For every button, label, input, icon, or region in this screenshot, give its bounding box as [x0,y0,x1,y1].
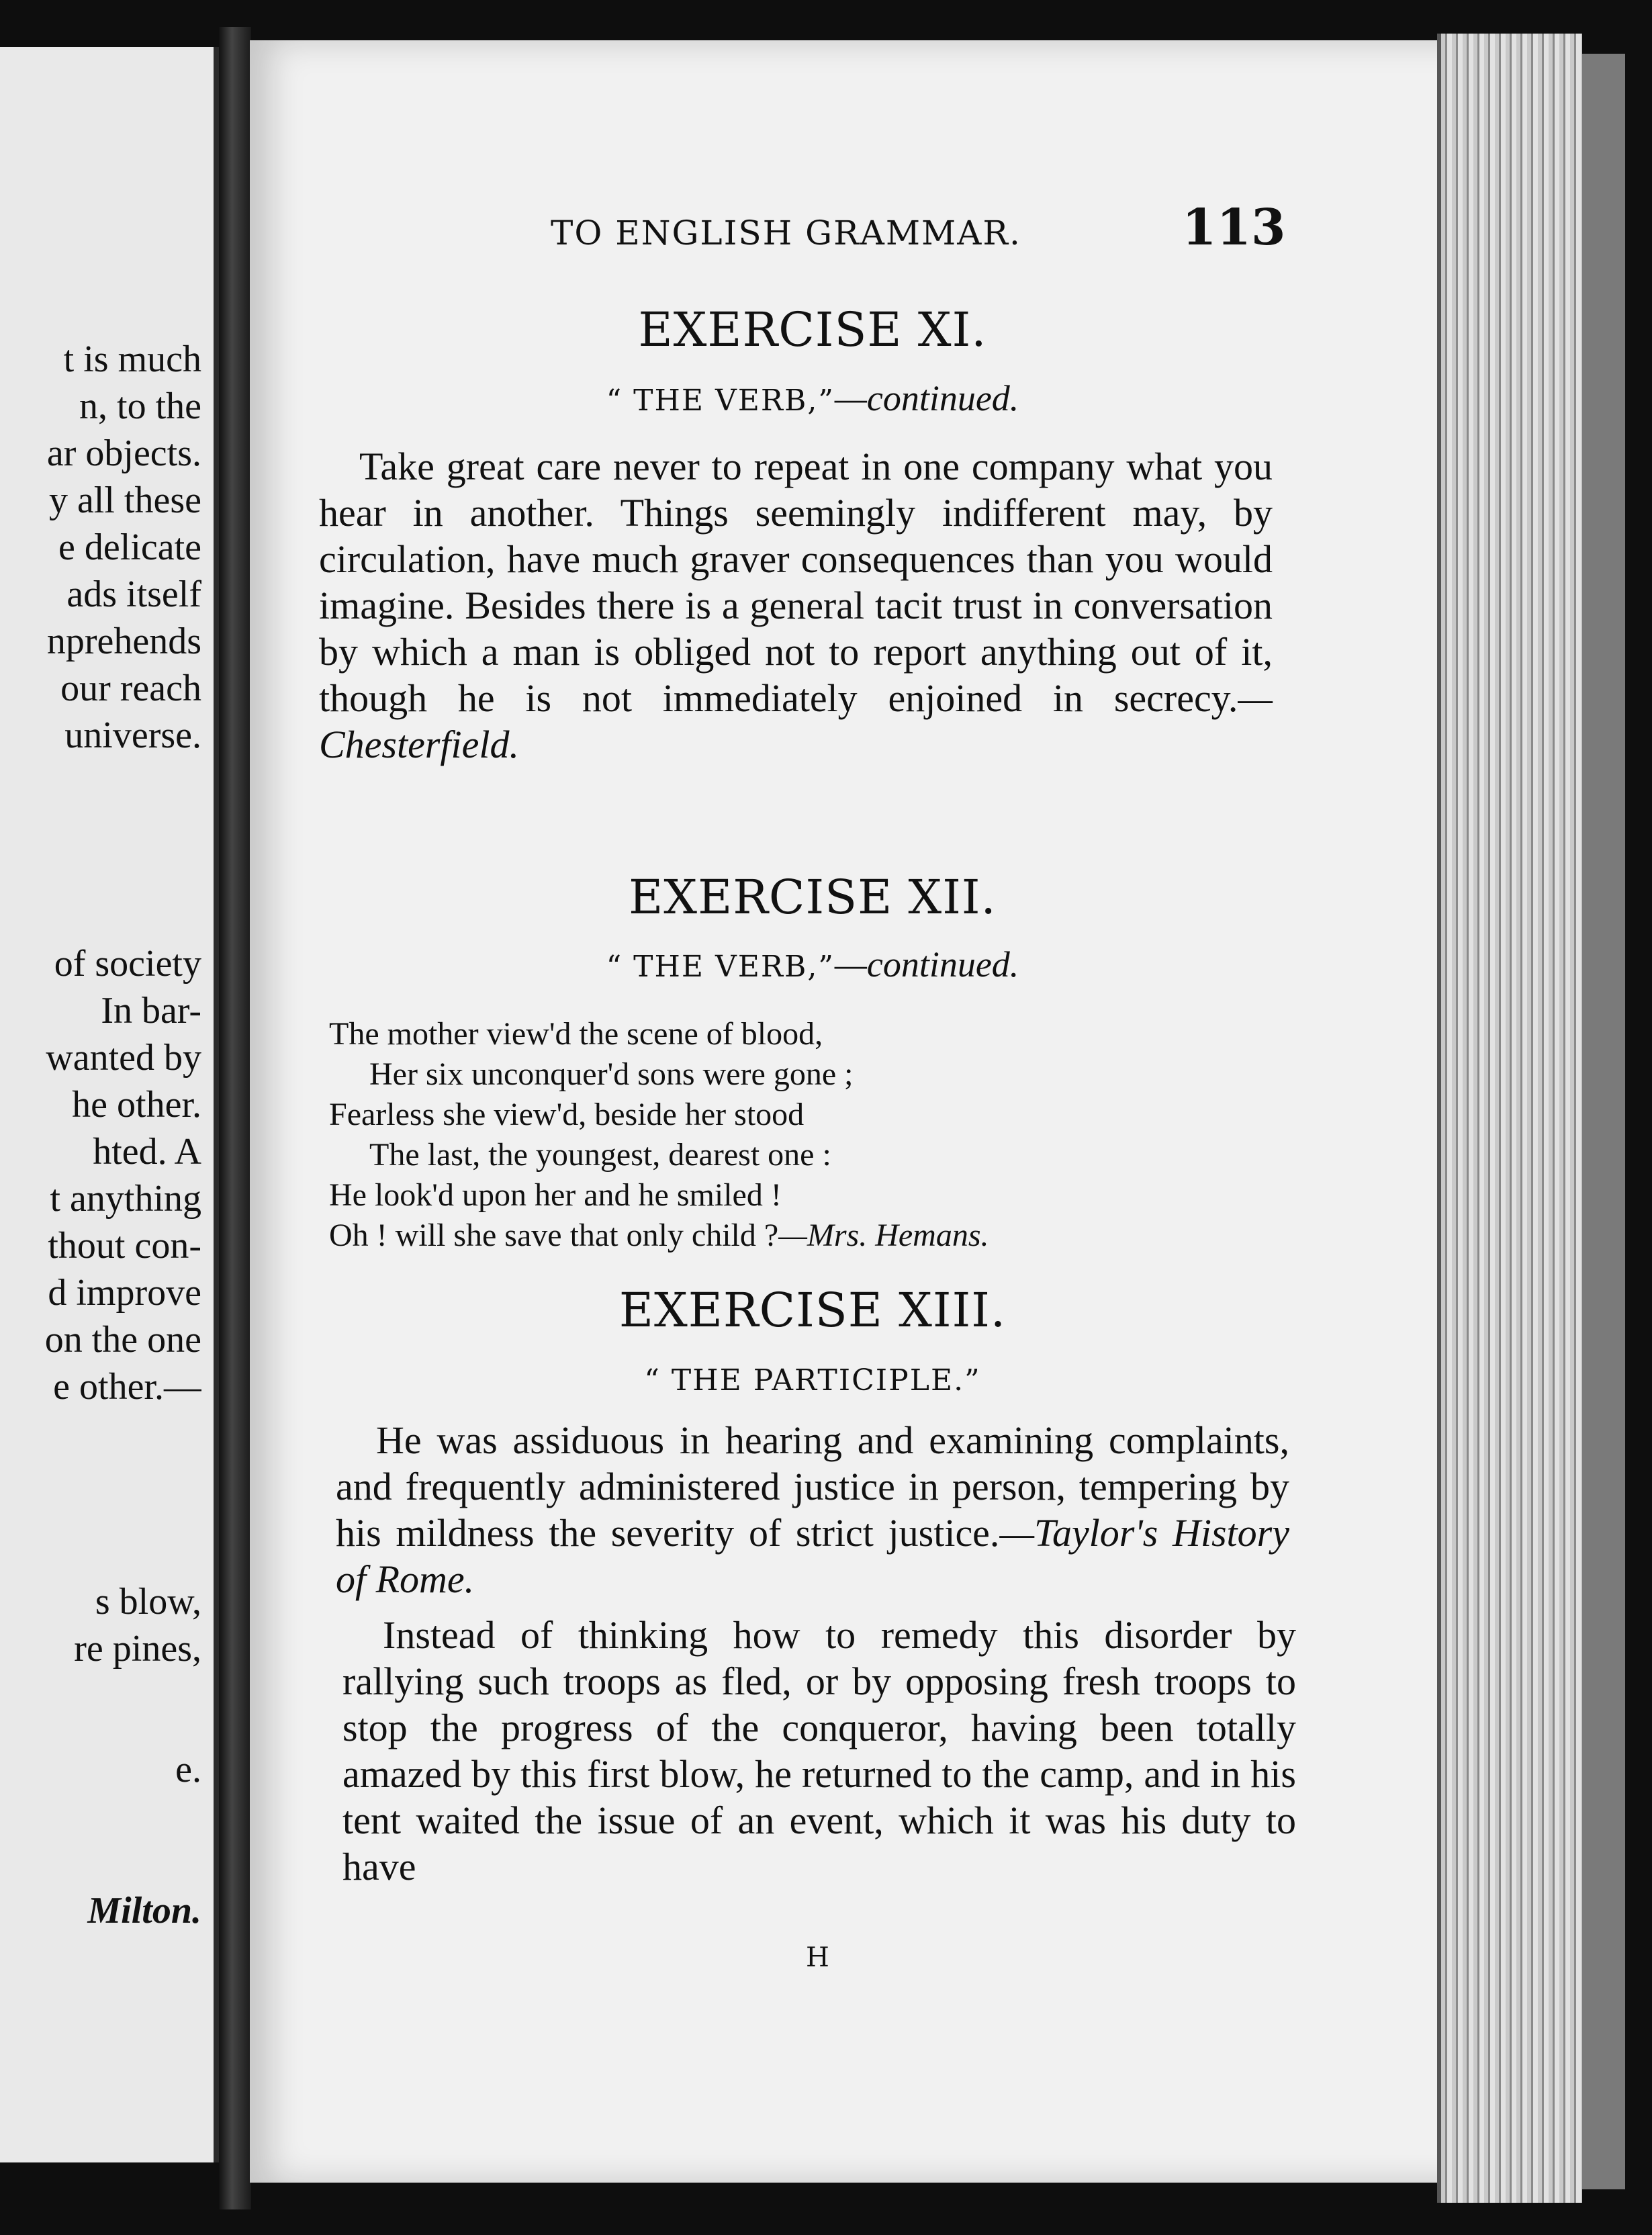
subhead-text: “ THE VERB,” [606,950,835,984]
verse-line: Her six unconquer'd sons were gone ; [369,1056,854,1092]
exercise-13-paragraph-1 [336,1417,1289,1602]
left-line: y all these [48,480,201,520]
exercise-12-attribution: —Mrs. Hemans. [778,1218,989,1253]
left-line: ar objects. [46,433,201,473]
left-line: wanted by [46,1038,201,1078]
exercise-13-attribution: —Taylor's History of Rome. [336,1511,1289,1601]
left-line: nprehends [46,621,201,662]
exercise-13-body-1: He was assiduous in hearing and examining complaints, and frequently administered justice in person, tempering by his mildness the severity of strict justice. [336,1418,1289,1555]
left-line: s blow, [95,1582,201,1622]
left-line: t is much [63,339,201,379]
verse-line: He look'd upon her and he smiled ! [329,1177,782,1213]
left-line: e delicate [58,527,201,567]
exercise-11-body: Take great care never to repeat in one company what you hear in another. Things seemingly indifferent may, by circulation, have much graver consequences than you would imagine. Besides there is a general tacit trust in conversation by which a man is obliged not to report anything out of it, though he is not immediately enjoined in secrecy. [319,445,1273,720]
left-line: universe. [64,715,201,756]
exercise-11-attribution: —Chesterfield. [319,676,1273,766]
signature-mark: H [806,1942,829,1973]
exercise-13-subhead: “ THE PARTICIPLE.” [644,1363,981,1398]
facing-page-left [0,47,219,2162]
left-line: t anything [50,1179,201,1219]
running-head: TO ENGLISH GRAMMAR. [551,214,1021,253]
left-line: of society [54,944,201,984]
exercise-13-paragraph-2 [342,1612,1296,1890]
exercise-11-subhead [316,377,1310,419]
subhead-italic: —continued. [834,944,1019,985]
left-line: e other.— [53,1367,201,1407]
exercise-13-title: EXERCISE XIII. [618,1283,1007,1338]
exercise-13-body-2: Instead of thinking how to remedy this disorder by rallying such troops as fled, or by opposing fresh troops to stop the progress of the conqueror, having been totally amazed by this first blow, he returned to the camp, and in his tent waited the issue of an event, which it was his duty to have [342,1613,1296,1888]
verse-line: The last, the youngest, dearest one : [369,1137,831,1173]
exercise-12-subhead [316,944,1310,985]
left-line: Milton. [87,1890,201,1931]
subhead-italic: —continued. [834,378,1019,418]
exercise-11-text [319,443,1273,768]
left-line: ads itself [66,574,201,614]
left-line: re pines, [74,1629,201,1669]
left-line: n, to the [79,386,201,426]
verse-line: Oh ! will she save that only child ? [329,1218,779,1253]
left-line: our reach [60,668,201,709]
left-line: hted. A [93,1132,201,1172]
left-line: thout con- [48,1226,201,1266]
page-edges [1437,34,1582,2203]
left-line: d improve [48,1273,201,1313]
page-number: 113 [1182,199,1286,257]
book-gutter [219,27,251,2209]
verse-line: The mother view'd the scene of blood, [329,1016,823,1052]
exercise-12-title: EXERCISE XII. [629,870,997,925]
left-line: he other. [72,1085,201,1125]
left-line: e. [175,1749,201,1790]
left-line: on the one [44,1320,201,1360]
left-line: In bar- [101,991,201,1031]
verse-line-last [329,1216,1283,1256]
exercise-12-verse [329,1014,1283,1256]
verse-line: Fearless she view'd, beside her stood [329,1097,805,1132]
exercise-11-title: EXERCISE XI. [638,302,987,357]
subhead-text: “ THE VERB,” [606,383,835,418]
